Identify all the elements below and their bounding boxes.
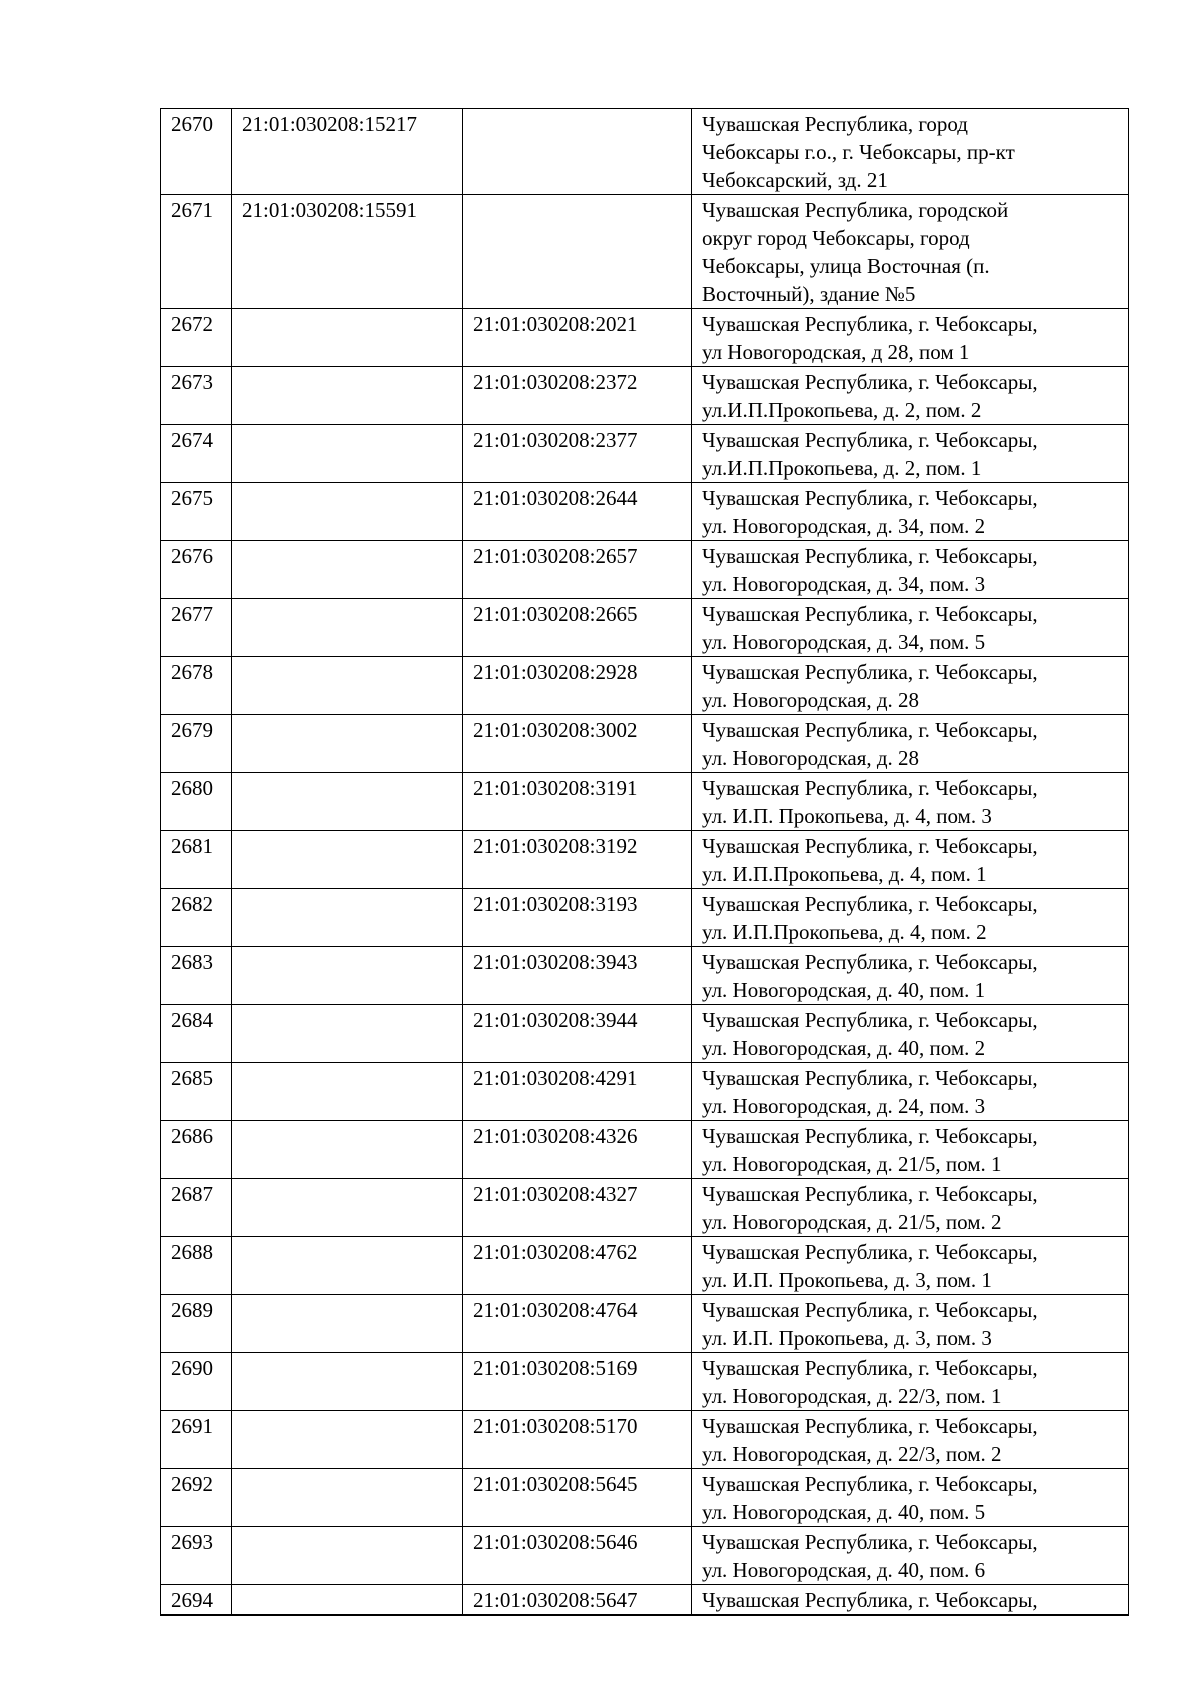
premises-cadastral-number-cell: 21:01:030208:5646 [463,1527,692,1585]
table-body [161,109,1129,1616]
table-row [161,1411,1129,1469]
table-row [161,1527,1129,1585]
address-cell: Чувашская Республика, г. Чебоксары, ул. Новогородская, д. 28 [692,657,1129,715]
premises-cadastral-number-cell: 21:01:030208:3944 [463,1005,692,1063]
address-cell: Чувашская Республика, г. Чебоксары, ул. И.П. Прокопьева, д. 3, пом. 1 [692,1237,1129,1295]
table-row [161,599,1129,657]
table-row [161,483,1129,541]
building-cadastral-number-cell [232,715,463,773]
address-cell: Чувашская Республика, г. Чебоксары, ул. И.П. Прокопьева, д. 4, пом. 3 [692,773,1129,831]
address-cell: Чувашская Республика, г. Чебоксары, ул. Новогородская, д. 21/5, пом. 2 [692,1179,1129,1237]
table-row [161,309,1129,367]
row-number-cell: 2673 [161,367,232,425]
premises-cadastral-number-cell [463,109,692,195]
row-number-cell: 2674 [161,425,232,483]
table-row [161,1237,1129,1295]
table-row [161,773,1129,831]
row-number-cell: 2675 [161,483,232,541]
table-row [161,541,1129,599]
table-row [161,1063,1129,1121]
building-cadastral-number-cell [232,889,463,947]
row-number-cell: 2687 [161,1179,232,1237]
address-cell: Чувашская Республика, г. Чебоксары, ул. Новогородская, д. 34, пом. 5 [692,599,1129,657]
table-row [161,1585,1129,1616]
address-cell: Чувашская Республика, город Чебоксары г.о., г. Чебоксары, пр-кт Чебоксарский, зд. 21 [692,109,1129,195]
building-cadastral-number-cell [232,309,463,367]
address-cell: Чувашская Республика, г. Чебоксары, ул. Новогородская, д. 40, пом. 6 [692,1527,1129,1585]
address-cell: Чувашская Республика, г. Чебоксары, ул. Новогородская, д. 34, пом. 2 [692,483,1129,541]
table-row [161,715,1129,773]
row-number-cell: 2684 [161,1005,232,1063]
premises-cadastral-number-cell: 21:01:030208:5170 [463,1411,692,1469]
row-number-cell: 2691 [161,1411,232,1469]
table-row [161,657,1129,715]
address-cell: Чувашская Республика, г. Чебоксары, ул. И.П.Прокопьева, д. 4, пом. 2 [692,889,1129,947]
row-number-cell: 2689 [161,1295,232,1353]
premises-cadastral-number-cell: 21:01:030208:2021 [463,309,692,367]
address-cell: Чувашская Республика, г. Чебоксары, ул Новогородская, д 28, пом 1 [692,309,1129,367]
row-number-cell: 2670 [161,109,232,195]
premises-cadastral-number-cell: 21:01:030208:5647 [463,1585,692,1616]
building-cadastral-number-cell [232,1121,463,1179]
row-number-cell: 2680 [161,773,232,831]
premises-cadastral-number-cell: 21:01:030208:3192 [463,831,692,889]
address-cell: Чувашская Республика, г. Чебоксары, ул. Новогородская, д. 22/3, пом. 2 [692,1411,1129,1469]
table-row [161,109,1129,195]
building-cadastral-number-cell [232,599,463,657]
address-cell: Чувашская Республика, г. Чебоксары, ул. Новогородская, д. 34, пом. 3 [692,541,1129,599]
premises-cadastral-number-cell: 21:01:030208:5645 [463,1469,692,1527]
row-number-cell: 2681 [161,831,232,889]
building-cadastral-number-cell: 21:01:030208:15217 [232,109,463,195]
building-cadastral-number-cell [232,1585,463,1616]
row-number-cell: 2693 [161,1527,232,1585]
table-row [161,1005,1129,1063]
premises-cadastral-number-cell: 21:01:030208:3191 [463,773,692,831]
building-cadastral-number-cell [232,947,463,1005]
building-cadastral-number-cell [232,773,463,831]
premises-cadastral-number-cell: 21:01:030208:3943 [463,947,692,1005]
building-cadastral-number-cell [232,657,463,715]
premises-cadastral-number-cell: 21:01:030208:2372 [463,367,692,425]
premises-cadastral-number-cell: 21:01:030208:2928 [463,657,692,715]
table-row [161,1295,1129,1353]
building-cadastral-number-cell [232,1353,463,1411]
address-cell: Чувашская Республика, г. Чебоксары, ул. Новогородская, д. 40, пом. 2 [692,1005,1129,1063]
premises-cadastral-number-cell: 21:01:030208:2377 [463,425,692,483]
building-cadastral-number-cell [232,1411,463,1469]
premises-cadastral-number-cell: 21:01:030208:2665 [463,599,692,657]
address-cell: Чувашская Республика, городской округ город Чебоксары, город Чебоксары, улица Восточная (п. Восточный), здание №5 [692,195,1129,309]
table-row [161,889,1129,947]
address-cell: Чувашская Республика, г. Чебоксары, ул.И.П.Прокопьева, д. 2, пом. 2 [692,367,1129,425]
table-row [161,831,1129,889]
address-cell: Чувашская Республика, г. Чебоксары, ул. И.П. Прокопьева, д. 3, пом. 3 [692,1295,1129,1353]
building-cadastral-number-cell [232,541,463,599]
address-cell: Чувашская Республика, г. Чебоксары, ул. Новогородская, д. 24, пом. 3 [692,1063,1129,1121]
table-row [161,1121,1129,1179]
table-row [161,947,1129,1005]
building-cadastral-number-cell [232,1295,463,1353]
building-cadastral-number-cell [232,831,463,889]
premises-cadastral-number-cell: 21:01:030208:5169 [463,1353,692,1411]
building-cadastral-number-cell [232,1469,463,1527]
building-cadastral-number-cell [232,1063,463,1121]
premises-cadastral-number-cell: 21:01:030208:3193 [463,889,692,947]
table-row [161,195,1129,309]
table-row [161,1353,1129,1411]
table-row [161,1179,1129,1237]
row-number-cell: 2677 [161,599,232,657]
row-number-cell: 2672 [161,309,232,367]
building-cadastral-number-cell [232,1527,463,1585]
row-number-cell: 2683 [161,947,232,1005]
building-cadastral-number-cell [232,483,463,541]
row-number-cell: 2679 [161,715,232,773]
premises-cadastral-number-cell: 21:01:030208:4762 [463,1237,692,1295]
building-cadastral-number-cell [232,367,463,425]
row-number-cell: 2688 [161,1237,232,1295]
address-cell: Чувашская Республика, г. Чебоксары, ул.И.П.Прокопьева, д. 2, пом. 1 [692,425,1129,483]
row-number-cell: 2692 [161,1469,232,1527]
premises-cadastral-number-cell: 21:01:030208:2644 [463,483,692,541]
premises-cadastral-number-cell: 21:01:030208:4291 [463,1063,692,1121]
building-cadastral-number-cell [232,1237,463,1295]
premises-cadastral-number-cell [463,195,692,309]
premises-cadastral-number-cell: 21:01:030208:4327 [463,1179,692,1237]
property-table [160,108,1129,1616]
table-row [161,367,1129,425]
address-cell: Чувашская Республика, г. Чебоксары, ул. Новогородская, д. 40, пом. 1 [692,947,1129,1005]
row-number-cell: 2686 [161,1121,232,1179]
table-row [161,1469,1129,1527]
address-cell: Чувашская Республика, г. Чебоксары, ул. И.П.Прокопьева, д. 4, пом. 1 [692,831,1129,889]
row-number-cell: 2690 [161,1353,232,1411]
row-number-cell: 2685 [161,1063,232,1121]
row-number-cell: 2676 [161,541,232,599]
premises-cadastral-number-cell: 21:01:030208:2657 [463,541,692,599]
table-row [161,425,1129,483]
premises-cadastral-number-cell: 21:01:030208:3002 [463,715,692,773]
premises-cadastral-number-cell: 21:01:030208:4326 [463,1121,692,1179]
building-cadastral-number-cell [232,1005,463,1063]
address-cell: Чувашская Республика, г. Чебоксары, ул. Новогородская, д. 22/3, пом. 1 [692,1353,1129,1411]
building-cadastral-number-cell: 21:01:030208:15591 [232,195,463,309]
row-number-cell: 2671 [161,195,232,309]
row-number-cell: 2694 [161,1585,232,1616]
address-cell: Чувашская Республика, г. Чебоксары, [692,1585,1129,1616]
building-cadastral-number-cell [232,425,463,483]
address-cell: Чувашская Республика, г. Чебоксары, ул. Новогородская, д. 21/5, пом. 1 [692,1121,1129,1179]
row-number-cell: 2678 [161,657,232,715]
address-cell: Чувашская Республика, г. Чебоксары, ул. Новогородская, д. 40, пом. 5 [692,1469,1129,1527]
building-cadastral-number-cell [232,1179,463,1237]
premises-cadastral-number-cell: 21:01:030208:4764 [463,1295,692,1353]
row-number-cell: 2682 [161,889,232,947]
address-cell: Чувашская Республика, г. Чебоксары, ул. Новогородская, д. 28 [692,715,1129,773]
